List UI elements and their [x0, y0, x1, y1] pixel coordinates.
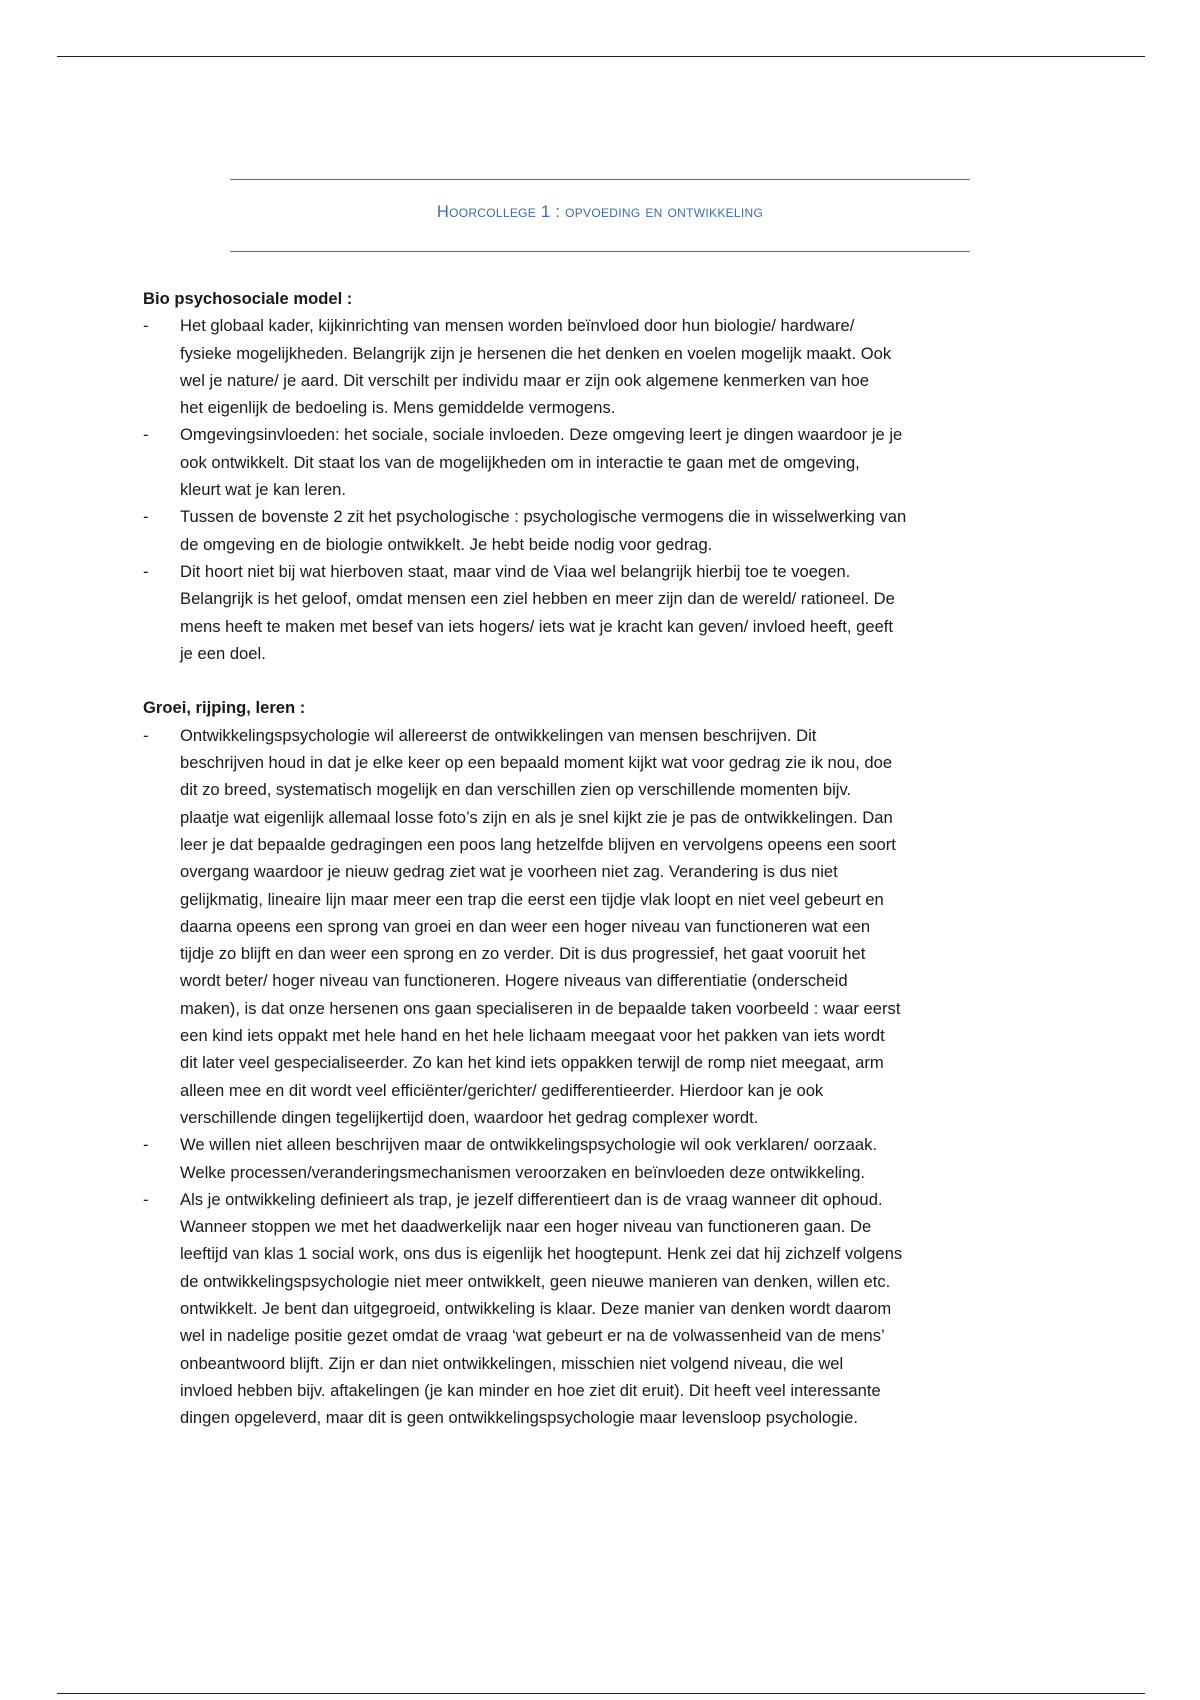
footer-rule — [57, 1693, 1145, 1694]
bullet-item — [143, 558, 1068, 667]
bullet-item — [143, 421, 1068, 503]
bullet-item — [143, 312, 1068, 421]
bullet-item — [143, 722, 1068, 1131]
text-line: overgang waardoor je nieuw gedrag ziet wat je voorheen niet zag. Verandering is dus niet — [180, 862, 838, 882]
text-line: Ontwikkelingspsychologie wil allereerst de ontwikkelingen van mensen beschrijven. Dit — [180, 725, 817, 745]
text-line: invloed hebben bijv. aftakelingen (je kan minder en hoe ziet dit eruit). Dit heeft veel interessante — [180, 1380, 881, 1400]
bullet-item — [143, 1131, 1068, 1186]
section-heading: Groei, rijping, leren : — [143, 698, 306, 718]
text-line: ook ontwikkelt. Dit staat los van de mogelijkheden om in interactie te gaan met de omgeving, — [180, 452, 860, 472]
text-line: Dit hoort niet bij wat hierboven staat, maar vind de Viaa wel belangrijk hierbij toe te voegen. — [180, 561, 851, 581]
title-block — [230, 179, 970, 252]
bullet-dash: - — [143, 507, 149, 527]
text-line: alleen mee en dit wordt veel efficiënter/gerichter/ gedifferentieerder. Hierdoor kan je ook — [180, 1080, 824, 1100]
document-body — [143, 285, 1068, 1431]
text-line: je een doel. — [180, 643, 266, 663]
text-line: Tussen de bovenste 2 zit het psychologische : psychologische vermogens die in wisselwerking van — [180, 507, 907, 527]
text-line: het eigenlijk de bedoeling is. Mens gemiddelde vermogens. — [180, 398, 616, 418]
page-title: Hoorcollege 1 : opvoeding en ontwikkeling — [436, 203, 764, 221]
text-line: We willen niet alleen beschrijven maar de ontwikkelingspsychologie wil ook verklaren/ oorzaak. — [180, 1135, 877, 1155]
text-line: dingen opgeleverd, maar dit is geen ontwikkelingspsychologie maar levensloop psychologie. — [180, 1408, 858, 1428]
section-heading: Bio psychosociale model : — [143, 289, 353, 308]
text-line: gelijkmatig, lineaire lijn maar meer een trap die eerst een tijdje vlak loopt en niet veel gebeurt en — [180, 889, 884, 909]
text-line: Het globaal kader, kijkinrichting van mensen worden beïnvloed door hun biologie/ hardware/ — [180, 316, 855, 336]
text-line: dit zo breed, systematisch mogelijk en dan verschillen zien op verschillende momenten bijv. — [180, 780, 852, 800]
text-line: Omgevingsinvloeden: het sociale, sociale invloeden. Deze omgeving leert je dingen waardoor je je — [180, 425, 903, 445]
text-line: beschrijven houd in dat je elke keer op een bepaald moment kijkt wat voor gedrag zie ik nou, doe — [180, 753, 893, 773]
text-line: ontwikkelt. Je bent dan uitgegroeid, ontwikkeling is klaar. Deze manier van denken wordt daarom — [180, 1298, 892, 1318]
bullet-dash: - — [143, 316, 149, 336]
text-line: verschillende dingen tegelijkertijd doen, waardoor het gedrag complexer wordt. — [180, 1107, 759, 1127]
text-line: Belangrijk is het geloof, omdat mensen een ziel hebben en meer zijn dan de wereld/ rationeel. De — [180, 589, 895, 609]
text-line: wel je nature/ je aard. Dit verschilt per individu maar er zijn ook algemene kenmerken van hoe — [180, 370, 869, 390]
text-line: Welke processen/veranderingsmechanismen veroorzaken en beïnvloeden deze ontwikkeling. — [180, 1162, 866, 1182]
bullet-dash: - — [143, 561, 149, 581]
bullet-dash: - — [143, 1189, 149, 1209]
text-line: dit later veel gespecialiseerder. Zo kan het kind iets oppakken terwijl de romp niet meegaat, arm — [180, 1053, 884, 1073]
text-line: de omgeving en de biologie ontwikkelt. Je hebt beide nodig voor gedrag. — [180, 534, 713, 554]
bullet-dash: - — [143, 725, 149, 745]
text-line: plaatje wat eigenlijk allemaal losse foto’s zijn en als je snel kijkt zie je pas de ontwikkelingen. Dan — [180, 807, 893, 827]
bullet-item — [143, 1186, 1068, 1432]
text-line: Wanneer stoppen we met het daadwerkelijk naar een hoger niveau van functioneren gaan. De — [180, 1217, 872, 1237]
header-rule — [57, 56, 1145, 57]
text-line: leeftijd van klas 1 social work, ons dus is eigenlijk het hoogtepunt. Henk zei dat hij zichzelf volgens — [180, 1244, 903, 1264]
bullet-dash: - — [143, 1135, 149, 1155]
text-line: tijdje zo blijft en dan weer een sprong en zo verder. Dit is dus progressief, het gaat vooruit het — [180, 944, 866, 964]
text-line: de ontwikkelingspsychologie niet meer ontwikkelt, geen nieuwe manieren van denken, willen etc. — [180, 1271, 891, 1291]
text-line: onbeantwoord blijft. Zijn er dan niet ontwikkelingen, misschien niet volgend niveau, die wel — [180, 1353, 844, 1373]
section-spacer — [143, 667, 1068, 694]
text-line: fysieke mogelijkheden. Belangrijk zijn je hersenen die het denken en voelen mogelijk maakt. Ook — [180, 343, 892, 363]
text-line: daarna opeens een sprong van groei en dan weer een hoger niveau van functioneren wat een — [180, 916, 871, 936]
text-line: wel in nadelige positie gezet omdat de vraag ‘wat gebeurt er na de volwassenheid van de mens’ — [180, 1326, 885, 1346]
bullet-item — [143, 503, 1068, 558]
text-line: leer je dat bepaalde gedragingen een poos lang hetzelfde blijven en vervolgens opeens een soort — [180, 834, 896, 854]
text-line: mens heeft te maken met besef van iets hogers/ iets wat je kracht kan geven/ invloed heeft, geeft — [180, 616, 894, 636]
bullet-dash: - — [143, 425, 149, 445]
text-line: maken), is dat onze hersenen ons gaan specialiseren in de bepaalde taken voorbeeld : waar eerst — [180, 998, 901, 1018]
text-line: kleurt wat je kan leren. — [180, 480, 347, 500]
text-line: Als je ontwikkeling definieert als trap, je jezelf differentieert dan is de vraag wanneer dit ophoud. — [180, 1189, 883, 1209]
text-line: een kind iets oppakt met hele hand en het hele lichaam meegaat voor het pakken van iets wordt — [180, 1026, 885, 1046]
text-line: wordt beter/ hoger niveau van functioneren. Hogere niveaus van differentiatie (onderscheid — [180, 971, 848, 991]
